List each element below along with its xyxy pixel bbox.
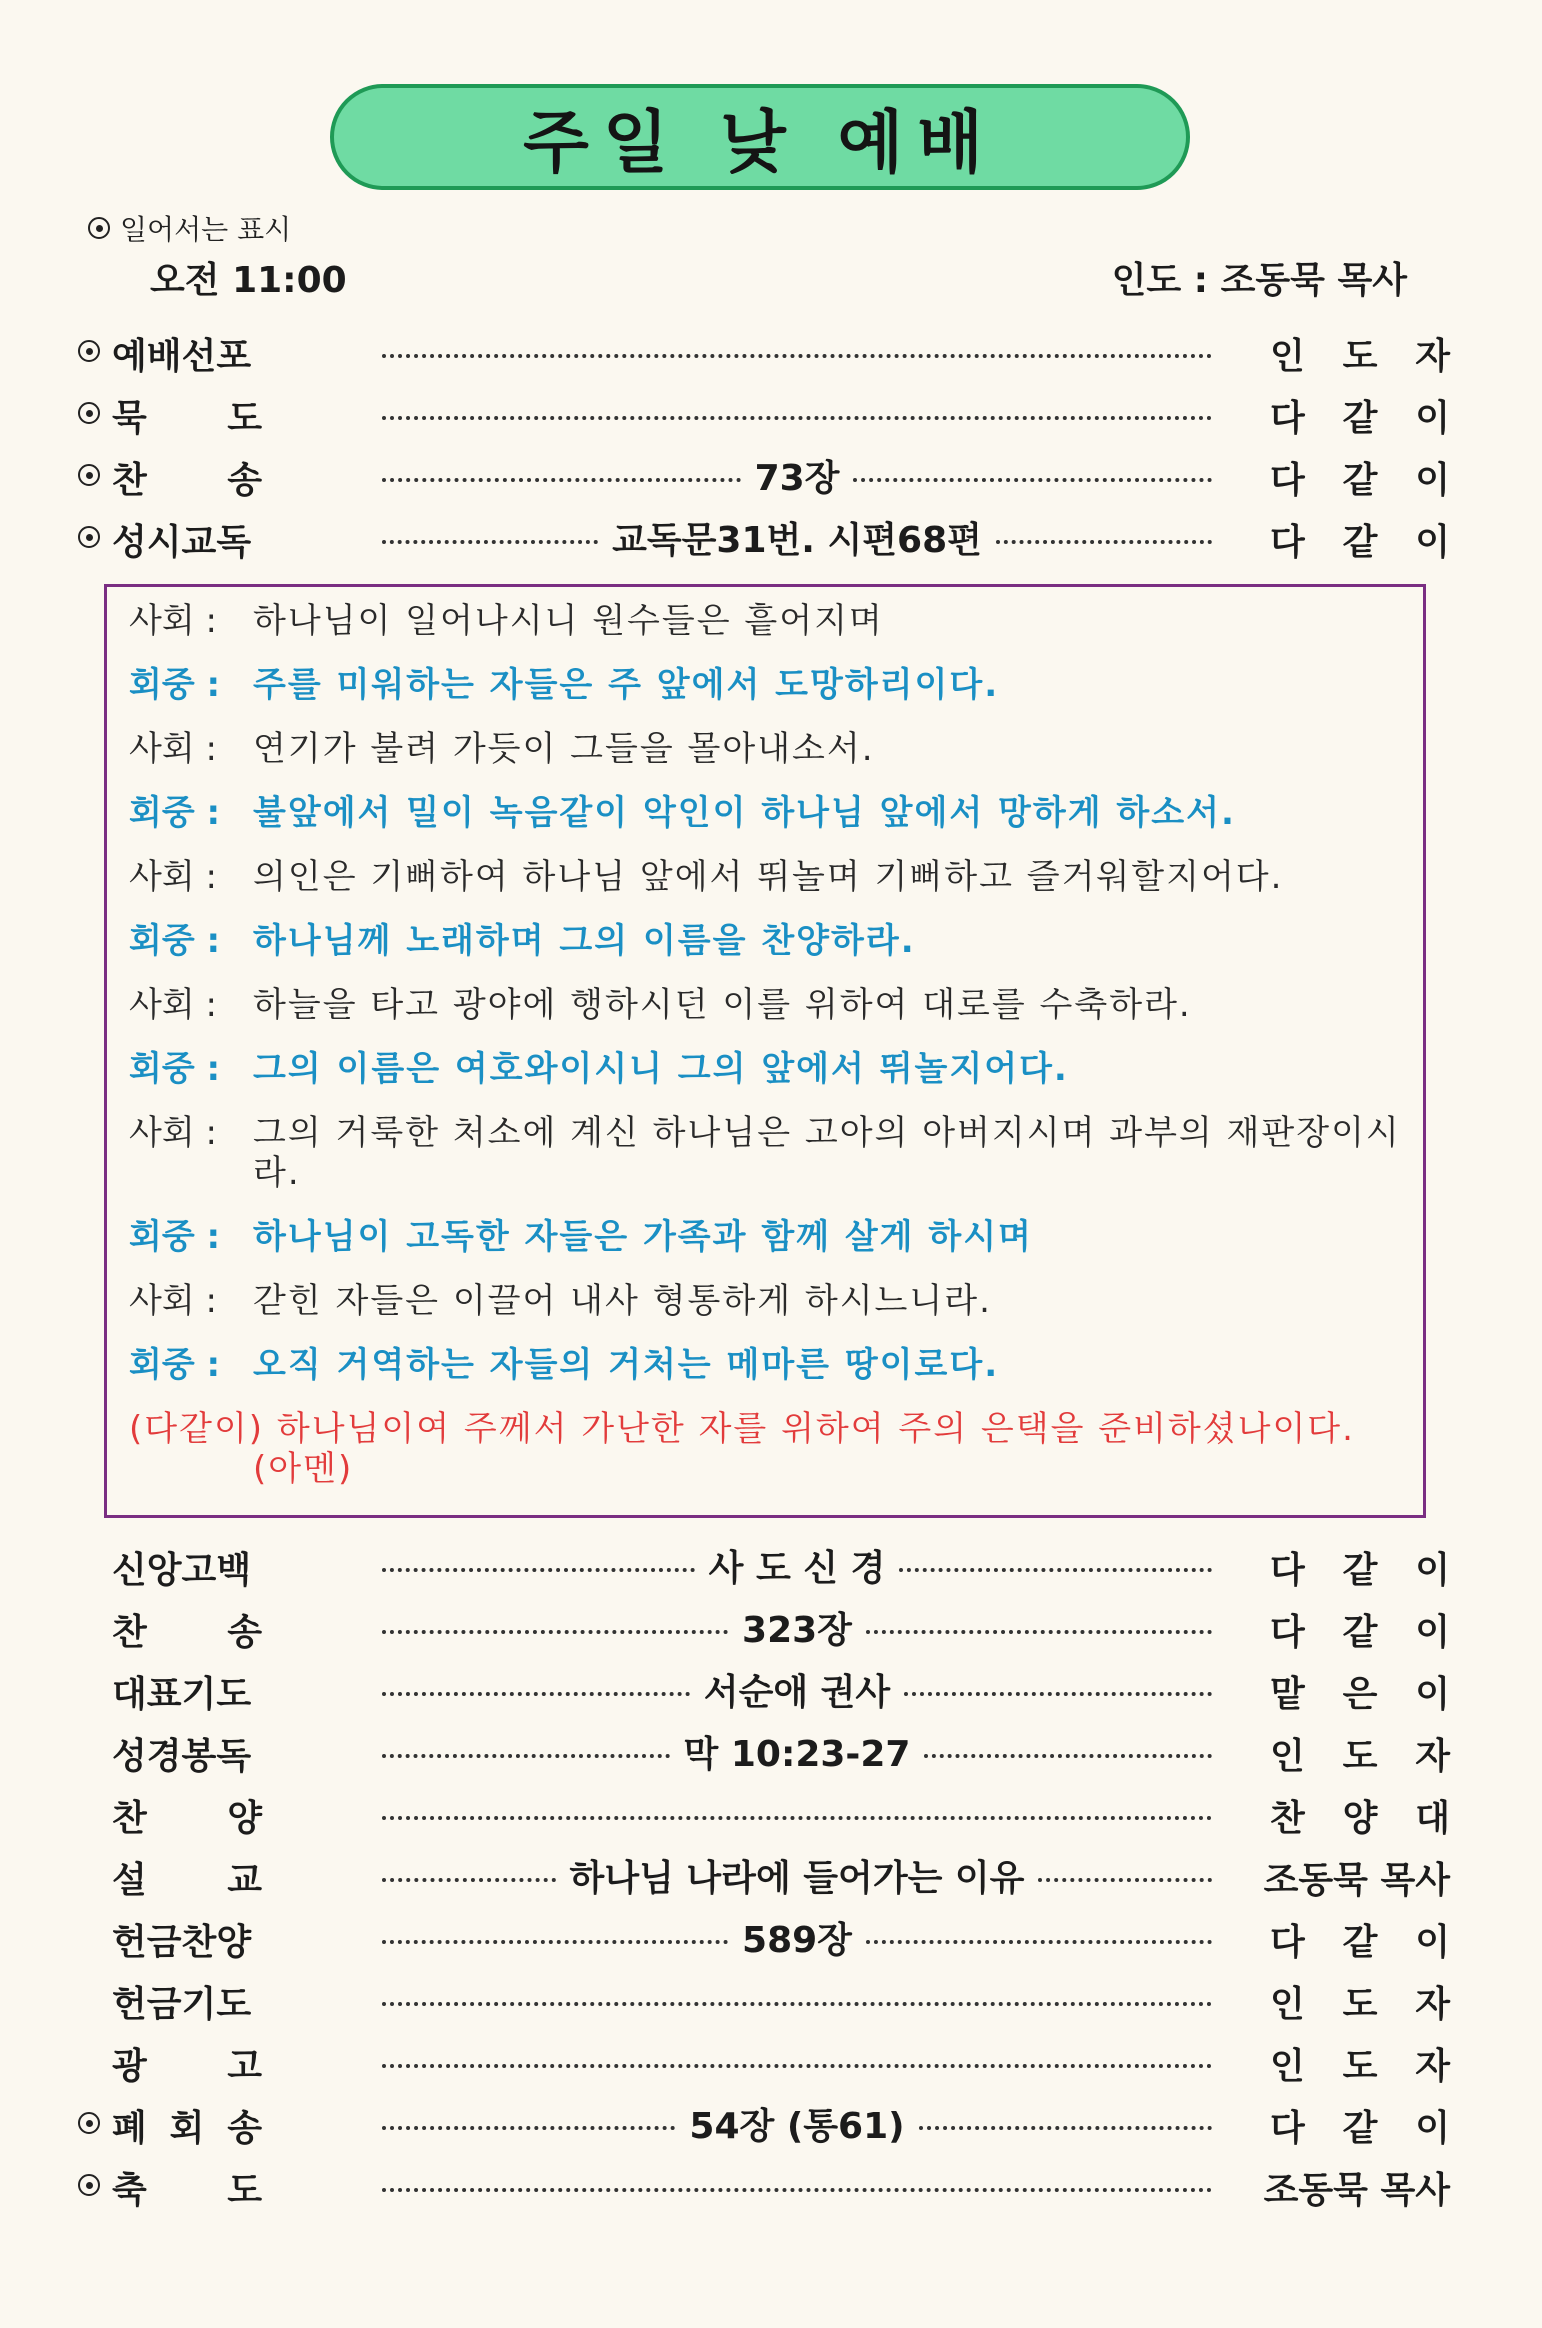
reading-text: 주를 미워하는 자들은 주 앞에서 도망하리이다. (253, 665, 1000, 705)
reading-line-congregation (129, 1345, 1401, 1385)
service-leader: 인도 : 조동묵 목사 (1111, 260, 1407, 301)
order-label: 헌금찬양 (112, 1922, 252, 1963)
order-responsible (1270, 1542, 1450, 1593)
order-label-char: 교 (227, 1860, 262, 1901)
order-detail (382, 1728, 1212, 1774)
reading-line-congregation (129, 665, 1401, 705)
order-label: 대표기도 (112, 1674, 252, 1715)
order-detail (382, 2162, 1212, 2208)
order-label: 예배선포 (112, 336, 252, 377)
order-detail-text: 서순애 권사 (703, 1671, 891, 1713)
order-label-char: 송 (227, 460, 262, 501)
order-responsible (1270, 1728, 1450, 1779)
order-label-char: 송 (227, 2108, 262, 2149)
order-row (70, 320, 1450, 382)
order-responsible: 조동묵 목사 (1263, 1860, 1450, 1901)
order-detail (382, 1976, 1212, 2022)
order-responsible (1270, 390, 1450, 441)
order-responsible (1270, 328, 1450, 379)
dot-leader (919, 2126, 1212, 2130)
dot-leader (382, 1940, 728, 1944)
standing-legend-text: 일어서는 표시 (120, 213, 292, 246)
order-row (70, 506, 1450, 568)
order-row (70, 382, 1450, 444)
order-label-char: 양 (227, 1798, 262, 1839)
order-label-char: 축 (112, 2170, 147, 2211)
reading-text: 그의 이름은 여호와이시니 그의 앞에서 뛰놀지어다. (253, 1049, 1069, 1089)
order-detail-text: 하나님 나라에 들어가는 이유 (569, 1857, 1025, 1899)
reading-speaker: 사회 : (129, 1281, 217, 1321)
order-label: 헌금기도 (112, 1984, 252, 2025)
standing-mark-icon (78, 2174, 100, 2196)
order-responsible: 조동묵 목사 (1263, 2170, 1450, 2211)
standing-mark-icon (78, 464, 100, 486)
order-label (112, 452, 262, 503)
order-responsible-char: 대 (1415, 1798, 1450, 1839)
order-responsible-char: 도 (1342, 1984, 1378, 2025)
order-label-char: 고 (227, 2046, 262, 2087)
order-detail (382, 1914, 1212, 1960)
dot-leader (382, 1878, 556, 1882)
order-detail (382, 1666, 1212, 1712)
order-detail-text: 73장 (754, 457, 840, 499)
order-responsible-char: 도 (1342, 1736, 1378, 1777)
order-label (112, 1852, 262, 1903)
order-detail-text: 323장 (742, 1609, 852, 1651)
dot-leader (382, 2002, 1212, 2006)
dot-leader (899, 1568, 1212, 1572)
reading-line-leader (129, 1281, 1401, 1321)
order-label (112, 1604, 262, 1655)
order-detail (382, 1604, 1212, 1650)
reading-text: 오직 거역하는 자들의 거처는 메마른 땅이로다. (253, 1345, 1000, 1385)
reading-line-leader (129, 729, 1401, 769)
order-responsible-char: 이 (1415, 1674, 1450, 1715)
reading-speaker: 회중 : (129, 1345, 221, 1385)
dot-leader (382, 416, 1212, 420)
reading-line-congregation (129, 1049, 1401, 1089)
reading-line-leader (129, 601, 1401, 641)
dot-leader (382, 1630, 728, 1634)
order-label (112, 390, 262, 441)
order-detail-text: 막 10:23-27 (683, 1733, 911, 1775)
order-responsible-char: 다 (1270, 1612, 1305, 1653)
order-responsible-char: 인 (1270, 336, 1305, 377)
order-detail (382, 514, 1212, 560)
order-responsible-char: 같 (1342, 1922, 1378, 1963)
order-detail-text: 589장 (742, 1919, 852, 1961)
dot-leader (382, 478, 741, 482)
order-responsible-char: 자 (1415, 2046, 1450, 2087)
order-responsible-char: 양 (1342, 1798, 1378, 1839)
order-row (70, 1844, 1450, 1906)
order-responsible-char: 이 (1415, 2108, 1450, 2149)
order-responsible-char: 이 (1415, 1612, 1450, 1653)
reading-speaker: 회중 : (129, 793, 221, 833)
reading-line-congregation (129, 1217, 1401, 1257)
reading-text: 하나님이 일어나시니 원수들은 흩어지며 (253, 601, 884, 641)
order-responsible-char: 자 (1415, 336, 1450, 377)
order-label-char: 설 (112, 1860, 147, 1901)
order-label: 성시교독 (112, 522, 252, 563)
dot-leader (382, 1692, 690, 1696)
order-responsible-char: 자 (1415, 1984, 1450, 2025)
reading-text: 불앞에서 밀이 녹음같이 악인이 하나님 앞에서 망하게 하소서. (253, 793, 1236, 833)
reading-speaker: 사회 : (129, 857, 217, 897)
order-responsible-char: 다 (1270, 522, 1305, 563)
standing-mark-icon (78, 340, 100, 362)
dot-leader (382, 2126, 675, 2130)
order-row (70, 444, 1450, 506)
order-responsible (1270, 1666, 1450, 1717)
reading-speaker: 회중 : (129, 665, 221, 705)
order-label (112, 2038, 262, 2089)
reading-line-congregation (129, 793, 1401, 833)
order-row (70, 1596, 1450, 1658)
standing-legend (88, 208, 291, 248)
order-row (70, 1720, 1450, 1782)
order-label: 성경봉독 (112, 1736, 252, 1777)
dot-leader (866, 1630, 1212, 1634)
dot-leader (1038, 1878, 1212, 1882)
reading-line-leader (129, 1113, 1401, 1193)
order-label-char: 폐 (112, 2108, 147, 2149)
order-detail (382, 2038, 1212, 2084)
order-label-char: 묵 (112, 398, 147, 439)
order-detail (382, 1790, 1212, 1836)
dot-leader (382, 2064, 1212, 2068)
order-responsible-char: 도 (1342, 2046, 1378, 2087)
reading-text: 그의 거룩한 처소에 계신 하나님은 고아의 아버지시며 과부의 재판장이시라. (253, 1113, 1401, 1193)
order-row (70, 1782, 1450, 1844)
order-responsible-char: 이 (1415, 1550, 1450, 1591)
order-row (70, 2092, 1450, 2154)
dot-leader (924, 1754, 1212, 1758)
order-responsible (1270, 1976, 1450, 2027)
reading-line-all (129, 1409, 1401, 1489)
order-label-char: 광 (112, 2046, 147, 2087)
order-label: 신앙고백 (112, 1550, 252, 1591)
dot-leader (382, 1816, 1212, 1820)
order-responsible (1270, 2038, 1450, 2089)
order-responsible-char: 이 (1415, 1922, 1450, 1963)
service-title: 주일 낮 예배 (330, 84, 1190, 190)
reading-speaker: 사회 : (129, 1113, 217, 1153)
order-responsible-char: 같 (1342, 460, 1378, 501)
order-row (70, 2154, 1450, 2216)
reading-line-leader (129, 857, 1401, 897)
order-responsible (1270, 2100, 1450, 2151)
reading-speaker: 사회 : (129, 985, 217, 1025)
dot-leader (382, 2188, 1212, 2192)
order-responsible-char: 인 (1270, 1984, 1305, 2025)
order-responsible-char: 이 (1415, 522, 1450, 563)
order-detail-text: 사 도 신 경 (708, 1547, 886, 1589)
dot-leader (853, 478, 1212, 482)
order-detail (382, 1542, 1212, 1588)
order-row (70, 2030, 1450, 2092)
order-detail (382, 390, 1212, 436)
order-responsible-char: 찬 (1270, 1798, 1305, 1839)
standing-mark-icon (78, 402, 100, 424)
order-responsible-char: 다 (1270, 460, 1305, 501)
order-detail (382, 1852, 1212, 1898)
order-responsible (1270, 1790, 1450, 1841)
order-responsible-char: 같 (1342, 1550, 1378, 1591)
dot-leader (866, 1940, 1212, 1944)
order-responsible (1270, 1914, 1450, 1965)
order-responsible-char: 같 (1342, 2108, 1378, 2149)
reading-text: 하나님께 노래하며 그의 이름을 찬양하라. (253, 921, 916, 961)
order-responsible (1270, 514, 1450, 565)
dot-leader (382, 1754, 670, 1758)
order-responsible-char: 도 (1342, 336, 1378, 377)
order-detail (382, 2100, 1212, 2146)
order-label-char: 송 (227, 1612, 262, 1653)
dot-leader (904, 1692, 1212, 1696)
order-responsible-char: 이 (1415, 460, 1450, 501)
reading-speaker: 회중 : (129, 921, 221, 961)
reading-text: 연기가 불려 가듯이 그들을 몰아내소서. (253, 729, 875, 769)
order-label (112, 2100, 262, 2151)
order-detail-text: 교독문31번. 시편68편 (612, 519, 982, 561)
order-of-worship-top (70, 320, 1450, 568)
order-responsible-char: 같 (1342, 522, 1378, 563)
responsive-reading-box (104, 584, 1426, 1518)
order-responsible-char: 다 (1270, 398, 1305, 439)
reading-speaker: 회중 : (129, 1049, 221, 1089)
dot-leader (382, 354, 1212, 358)
order-responsible-char: 은 (1342, 1674, 1378, 1715)
order-responsible-char: 인 (1270, 1736, 1305, 1777)
standing-mark-icon (78, 526, 100, 548)
reading-text: 하나님이 고독한 자들은 가족과 함께 살게 하시며 (253, 1217, 1033, 1257)
order-row (70, 1906, 1450, 1968)
order-responsible-char: 같 (1342, 1612, 1378, 1653)
order-label-char: 찬 (112, 1798, 147, 1839)
order-responsible-char: 다 (1270, 2108, 1305, 2149)
reading-speaker: 사회 : (129, 729, 217, 769)
order-responsible-char: 맡 (1270, 1674, 1305, 1715)
order-label (112, 1790, 262, 1841)
reading-text: 하늘을 타고 광야에 행하시던 이를 위하여 대로를 수축하라. (253, 985, 1192, 1025)
order-label-char: 도 (227, 2170, 262, 2211)
reading-speaker: 회중 : (129, 1217, 221, 1257)
standing-mark-icon (78, 2112, 100, 2134)
order-label-char: 회 (169, 2108, 205, 2149)
dot-leader (996, 540, 1212, 544)
order-responsible-char: 인 (1270, 2046, 1305, 2087)
standing-mark-icon (88, 217, 110, 239)
order-detail (382, 328, 1212, 374)
order-responsible (1270, 452, 1450, 503)
order-responsible-char: 이 (1415, 398, 1450, 439)
order-of-worship-bottom (70, 1534, 1450, 2216)
order-label-char: 찬 (112, 1612, 147, 1653)
order-detail (382, 452, 1212, 498)
reading-text: 갇힌 자들은 이끌어 내사 형통하게 하시느니라. (253, 1281, 992, 1321)
order-label-char: 도 (227, 398, 262, 439)
service-time: 오전 11:00 (150, 260, 347, 301)
reading-line-congregation (129, 921, 1401, 961)
order-responsible-char: 다 (1270, 1550, 1305, 1591)
dot-leader (382, 540, 598, 544)
order-detail-text: 54장 (통61) (689, 2105, 905, 2147)
order-label (112, 2162, 262, 2213)
reading-speaker: 사회 : (129, 601, 217, 641)
reading-line-leader (129, 985, 1401, 1025)
order-responsible-char: 다 (1270, 1922, 1305, 1963)
order-row (70, 1534, 1450, 1596)
order-responsible-char: 같 (1342, 398, 1378, 439)
reading-text: 의인은 기뻐하여 하나님 앞에서 뛰놀며 기뻐하고 즐거워할지어다. (253, 857, 1284, 897)
reading-text: (다같이) 하나님이여 주께서 가난한 자를 위하여 주의 은택을 준비하셨나이다. (아멘) (129, 1409, 1355, 1489)
order-responsible (1270, 1604, 1450, 1655)
order-row (70, 1658, 1450, 1720)
order-row (70, 1968, 1450, 2030)
order-label-char: 찬 (112, 460, 147, 501)
dot-leader (382, 1568, 695, 1572)
order-responsible-char: 자 (1415, 1736, 1450, 1777)
